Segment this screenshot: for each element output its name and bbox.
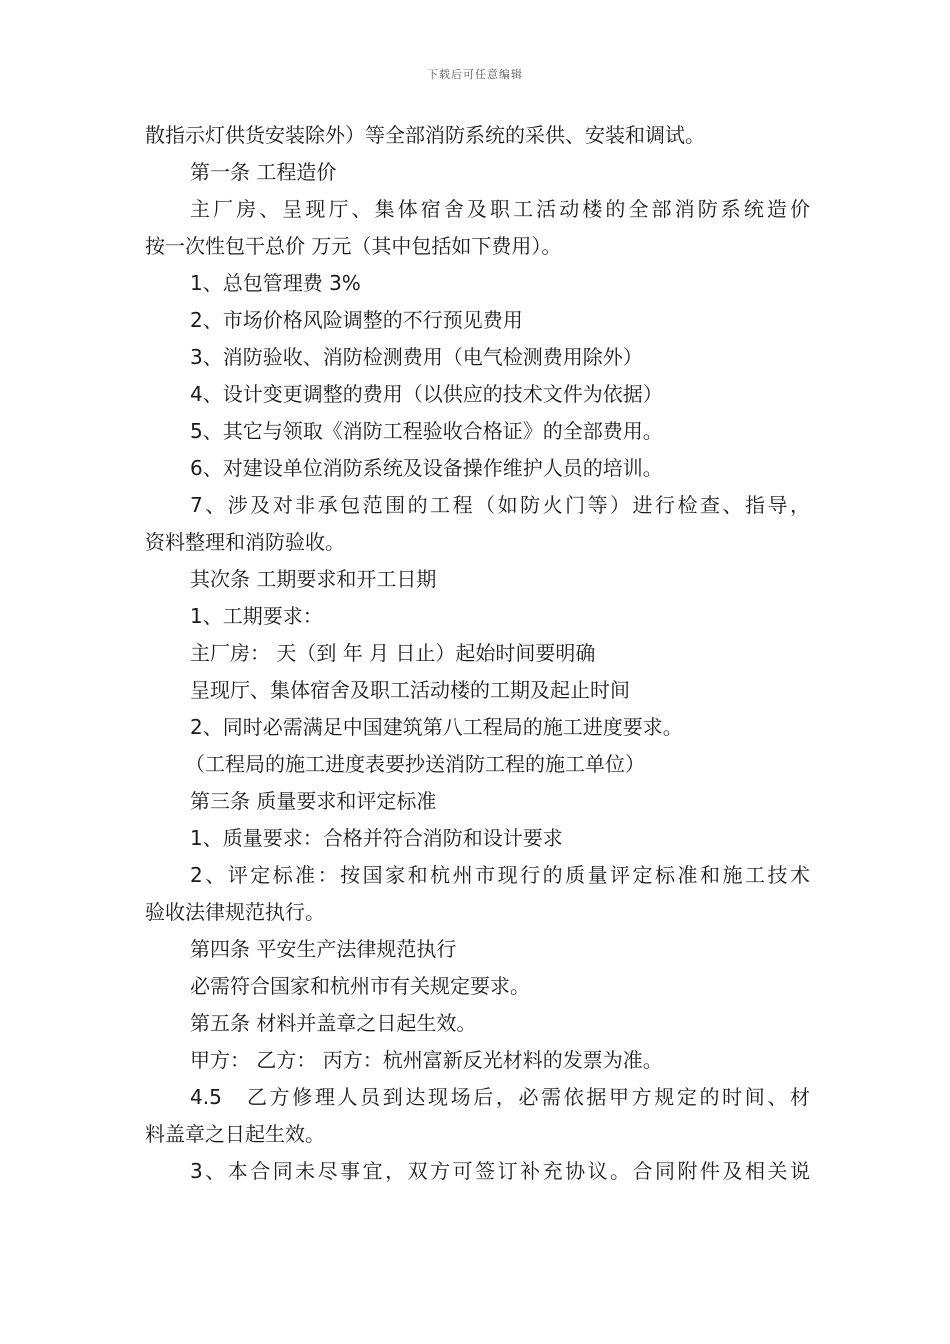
list-item: 1、质量要求：合格并符合消防和设计要求 [190, 826, 563, 850]
list-item: 6、对建设单位消防系统及设备操作维护人员的培训。 [190, 456, 663, 480]
section-heading: 第三条 质量要求和评定标准 [190, 789, 437, 813]
text-line: 必需符合国家和杭州市有关规定要求。 [190, 974, 530, 998]
section-heading: 第一条 工程造价 [190, 160, 337, 184]
text-line: 主厂房： 天（到 年 月 日止）起始时间要明确 [190, 641, 596, 665]
list-item: 1、总包管理费 3% [190, 271, 361, 295]
text-line: 呈现厅、集体宿舍及职工活动楼的工期及起止时间 [190, 678, 630, 702]
text-line: 3、本合同未尽事宜，双方可签订补充协议。合同附件及相关说 [190, 1159, 810, 1183]
list-item: 1、工期要求： [190, 604, 323, 628]
list-item: 2、同时必需满足中国建筑第八工程局的施工进度要求。 [190, 715, 683, 739]
section-heading: 其次条 工期要求和开工日期 [190, 567, 437, 591]
document-body [145, 117, 810, 1190]
list-item: 4、设计变更调整的费用（以供应的技术文件为依据） [190, 382, 663, 406]
list-item: 2、市场价格风险调整的不行预见费用 [190, 308, 523, 332]
text-line: 料盖章之日起生效。 [145, 1122, 325, 1146]
list-item: 2、评定标准：按国家和杭州市现行的质量评定标准和施工技术 [190, 863, 810, 887]
list-item: 5、其它与领取《消防工程验收合格证》的全部费用。 [190, 419, 663, 443]
section-heading: 第四条 平安生产法律规范执行 [190, 937, 457, 961]
text-line: 按一次性包干总价 万元（其中包括如下费用）。 [145, 234, 562, 258]
text-line: 验收法律规范执行。 [145, 900, 325, 924]
text-line: 主厂房、呈现厅、集体宿舍及职工活动楼的全部消防系统造价 [190, 197, 810, 221]
text-line: 散指示灯供货安装除外）等全部消防系统的采供、安装和调试。 [145, 123, 705, 147]
text-line: 4.5 乙方修理人员到达现场后，必需依据甲方规定的时间、材 [190, 1085, 810, 1109]
text-line: （工程局的施工进度表要抄送消防工程的施工单位） [185, 752, 645, 776]
list-item: 7、涉及对非承包范围的工程（如防火门等）进行检查、指导， [190, 493, 810, 517]
page-header-note: 下载后可任意编辑 [427, 68, 523, 81]
list-item: 3、消防验收、消防检测费用（电气检测费用除外） [190, 345, 643, 369]
text-line: 资料整理和消防验收。 [145, 530, 345, 554]
text-line: 甲方： 乙方： 丙方：杭州富新反光材料的发票为准。 [190, 1048, 663, 1072]
section-heading: 第五条 材料并盖章之日起生效。 [190, 1011, 477, 1035]
